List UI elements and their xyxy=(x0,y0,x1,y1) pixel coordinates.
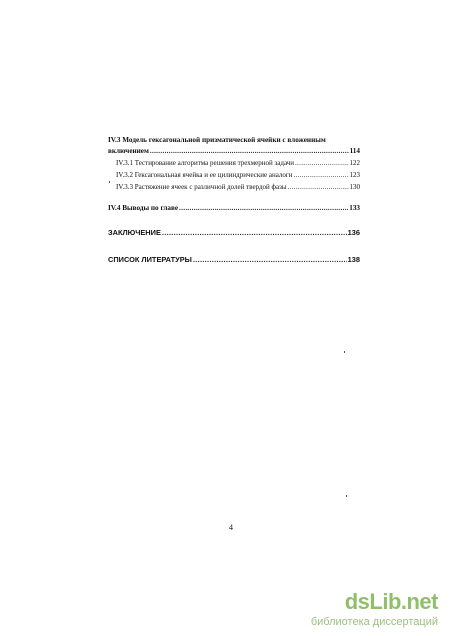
toc-entry-label: включением xyxy=(108,147,149,155)
toc-entry-iv3-1 xyxy=(116,159,360,167)
toc-page-number: 138 xyxy=(347,255,360,264)
toc-leader-dots xyxy=(295,159,348,167)
toc-entry-iv4 xyxy=(108,204,360,212)
toc-leader-dots xyxy=(162,228,347,237)
toc-page-number: 122 xyxy=(349,159,360,167)
watermark xyxy=(311,591,438,628)
toc-entry-iv3-2 xyxy=(116,171,360,179)
toc-entry-label: IV.4 Выводы по главе xyxy=(108,204,179,212)
page-number: 4 xyxy=(229,523,233,532)
scan-speck xyxy=(346,495,347,497)
watermark-logo: dsLib.net xyxy=(344,589,438,614)
toc-leader-dots xyxy=(193,255,347,264)
toc-entry-iv3-title: IV.3 Модель гексагональной призматической ячейки с вложенным xyxy=(108,136,326,144)
toc-entry-label: IV.3.2 Гексагональная ячейка и ее цилиндрические аналоги xyxy=(116,171,293,179)
toc-page-number: 130 xyxy=(349,183,360,191)
toc-entry-label: IV.3.1 Тестирование алгоритма решения трехмерной задачи xyxy=(116,159,295,167)
scan-speck xyxy=(344,351,345,353)
toc-entry-label: ЗАКЛЮЧЕНИЕ xyxy=(108,228,161,237)
toc-page-number: 114 xyxy=(349,147,360,155)
toc-page-number: 123 xyxy=(349,171,360,179)
toc-leader-dots xyxy=(179,204,348,212)
toc-page-number: 133 xyxy=(349,204,360,212)
toc-leader-dots xyxy=(294,171,349,179)
toc-leader-dots xyxy=(288,183,349,191)
toc-entry-label: IV.3.3 Растяжение ячеек с различной долей твердой фазы xyxy=(116,183,287,191)
toc-leader-dots xyxy=(150,147,349,155)
toc-entry-iv3-3 xyxy=(116,183,360,191)
watermark-subtitle: библиотека диссертаций xyxy=(310,616,438,628)
toc-entry-label: СПИСОК ЛИТЕРАТУРЫ xyxy=(108,255,192,264)
toc-entry-references xyxy=(108,255,360,264)
toc-entry-conclusion xyxy=(108,228,360,237)
toc-page-number: 136 xyxy=(347,228,360,237)
toc-entry-iv3 xyxy=(108,147,360,155)
scan-speck xyxy=(109,181,110,183)
